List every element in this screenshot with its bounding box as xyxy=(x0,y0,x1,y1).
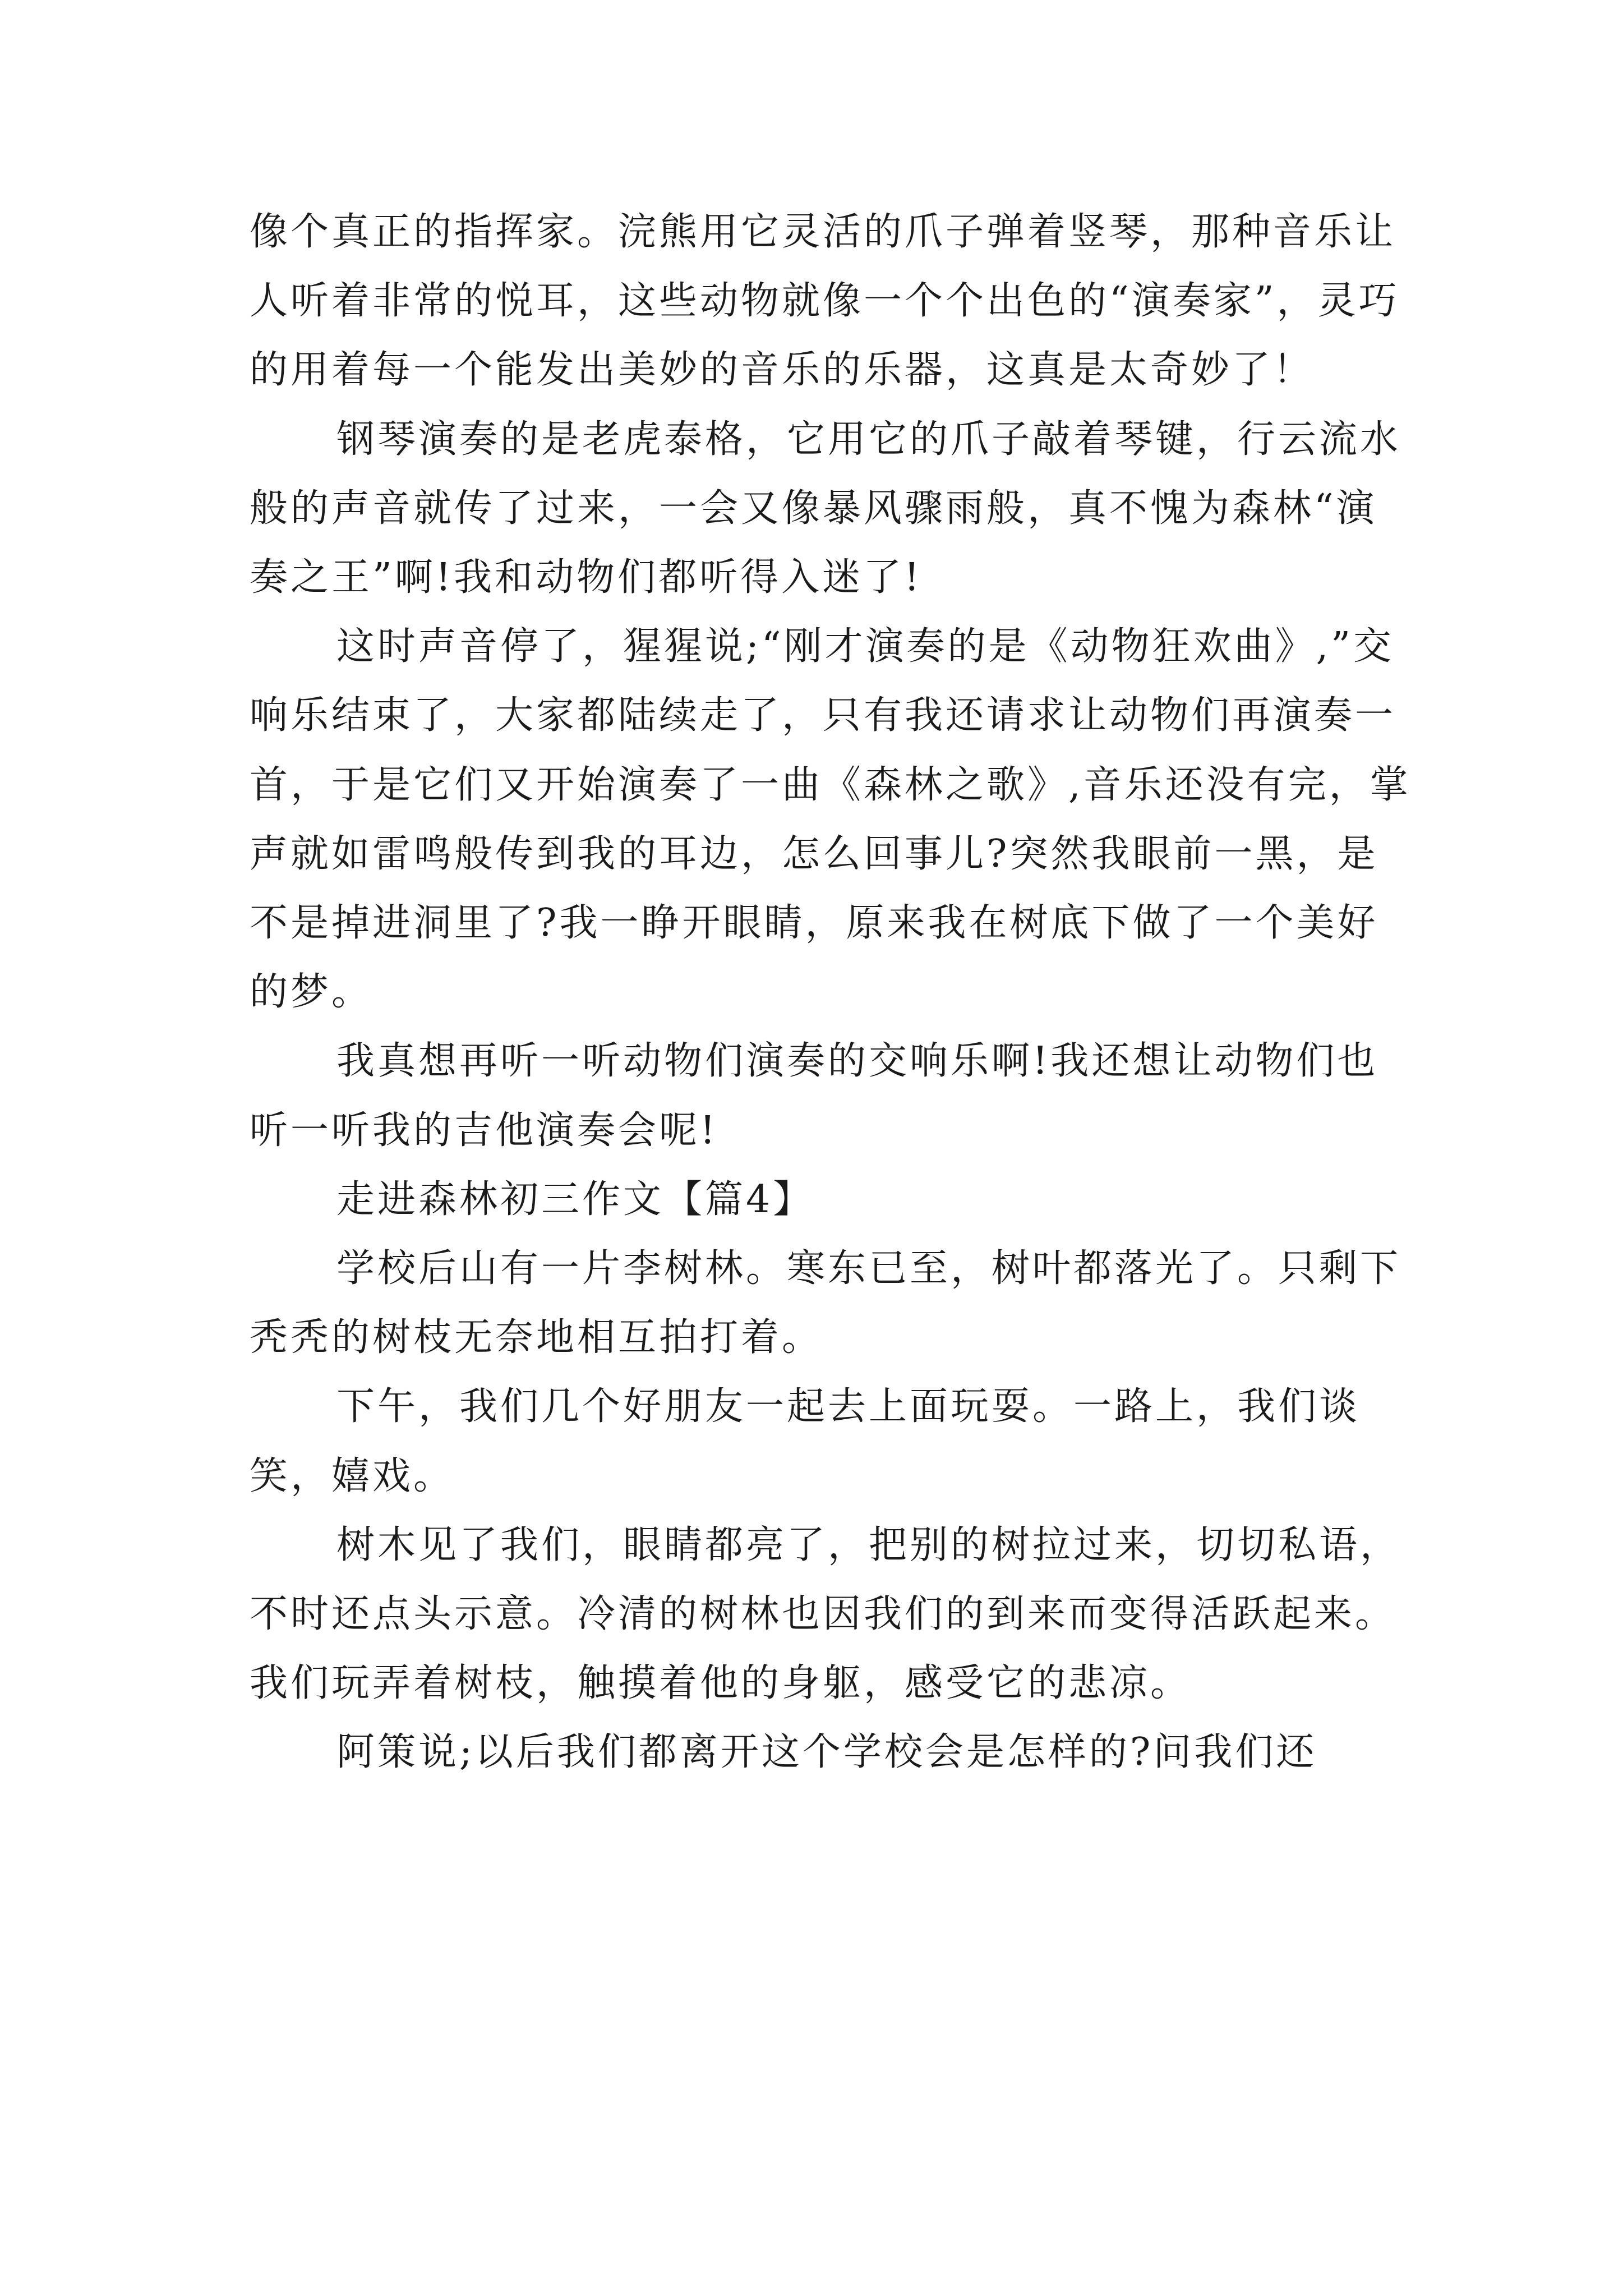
paragraph-6: 下午，我们几个好朋友一起去上面玩耍。一路上，我们谈笑，嬉戏。 xyxy=(250,1384,1361,1498)
paragraph-1: 像个真正的指挥家。浣熊用它灵活的爪子弹着竖琴，那种音乐让人听着非常的悦耳，这些动物就像一个个出色的“演奏家”，灵巧的用着每一个能发出美妙的音乐的乐器，这真是太奇妙了！ xyxy=(250,210,1400,393)
paragraph-7: 树木见了我们，眼睛都亮了，把别的树拉过来，切切私语，不时还点头示意。冷清的树林也因我们的到来而变得活跃起来。我们玩弄着树枝，触摸着他的身躯，感受它的悲凉。 xyxy=(250,1522,1401,1706)
section-heading: 走进森林初三作文【篇4】 xyxy=(336,1177,814,1222)
paragraph-3: 这时声音停了，猩猩说;“刚才演奏的是《动物狂欢曲》,”交响乐结束了，大家都陆续走了，只有我还请求让动物们再演奏一首，于是它们又开始演奏了一曲《森林之歌》,音乐还没有完，掌声就如雷鸣般传到我的耳边，怎么回事儿?突然我眼前一黑，是不是掉进洞里了?我一睁开眼睛，原来我在树底下做了一个美好的梦。 xyxy=(250,624,1411,1015)
paragraph-4: 我真想再听一听动物们演奏的交响乐啊!我还想让动物们也听一听我的吉他演奏会呢! xyxy=(250,1039,1378,1153)
paragraph-8: 阿策说;以后我们都离开这个学校会是怎样的?问我们还 xyxy=(336,1730,1317,1775)
body-text xyxy=(250,197,1416,1787)
paragraph-5: 学校后山有一片李树林。寒东已至，树叶都落光了。只剩下秃秃的树枝无奈地相互拍打着。 xyxy=(250,1246,1401,1360)
paragraph-2: 钢琴演奏的是老虎泰格，它用它的爪子敲着琴键，行云流水般的声音就传了过来，一会又像暴风骤雨般，真不愧为森林“演奏之王”啊!我和动物们都听得入迷了! xyxy=(250,417,1401,600)
